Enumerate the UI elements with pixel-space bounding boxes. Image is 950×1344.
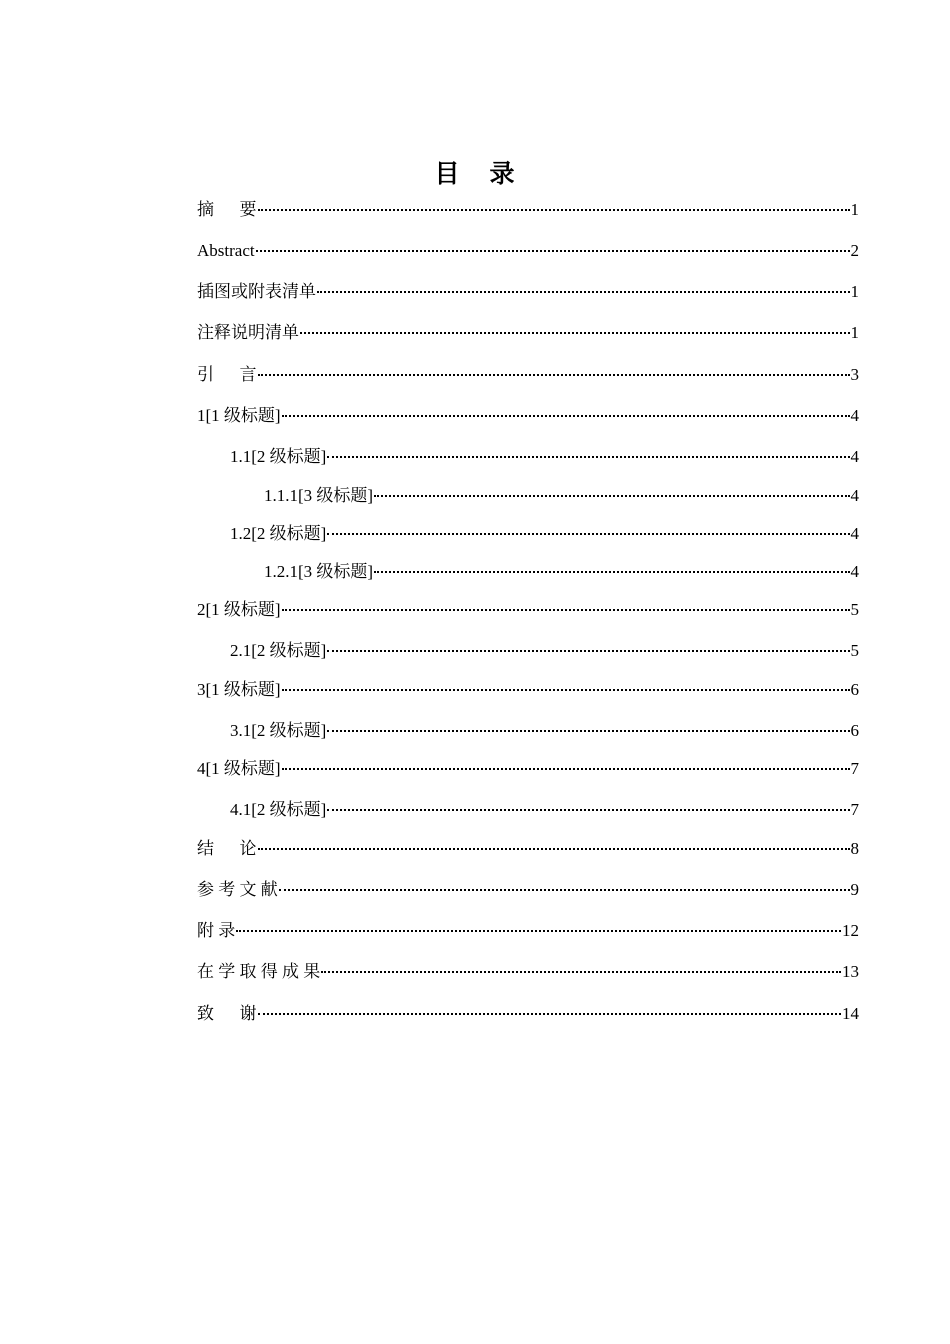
toc-page-number: 1 (850, 323, 859, 342)
toc-page-number: 6 (850, 721, 859, 740)
toc-page-number: 13 (842, 962, 859, 981)
toc-leader-dots (317, 273, 850, 293)
toc-page-number: 1 (850, 200, 859, 219)
toc-page-number: 12 (842, 921, 859, 940)
toc-leader-dots (282, 671, 850, 691)
toc-entry-label: 4.1[2 级标题] (230, 800, 327, 819)
toc-entry-section-1-1[interactable] (230, 442, 859, 469)
toc-leader-dots (258, 995, 842, 1015)
toc-entry-introduction[interactable] (197, 360, 859, 387)
toc-entry-label: Abstract (197, 241, 255, 260)
toc-entry-label: 3[1 级标题] (197, 680, 281, 699)
toc-entry-subsection-1-1-1[interactable] (264, 481, 859, 508)
toc-entry-label: 结 论 (197, 839, 257, 858)
toc-entry-abstract-en[interactable] (197, 236, 859, 263)
toc-entry-figures[interactable] (197, 277, 859, 304)
toc-entry-chapter-4[interactable] (197, 754, 859, 781)
toc-entry-chapter-3[interactable] (197, 675, 859, 702)
toc-entry-chapter-2[interactable] (197, 595, 859, 622)
toc-page-number: 3 (850, 365, 859, 384)
toc-page-number: 2 (850, 241, 859, 260)
toc-entry-achievements[interactable] (197, 957, 859, 984)
toc-entry-label: 在 学 取 得 成 果 (197, 962, 321, 981)
toc-entry-label: 参 考 文 献 (197, 880, 278, 899)
toc-page-number: 9 (850, 880, 859, 899)
toc-page-number: 4 (850, 486, 859, 505)
toc-leader-dots (327, 515, 849, 535)
toc-entry-label: 1.1[2 级标题] (230, 447, 327, 466)
toc-entry-label: 注释说明清单 (197, 323, 299, 342)
toc-entry-chapter-1[interactable] (197, 401, 859, 428)
toc-page-number: 1 (850, 282, 859, 301)
toc-leader-dots (279, 871, 850, 891)
toc-leader-dots (236, 912, 841, 932)
toc-entry-label: 引 言 (197, 365, 257, 384)
toc-entry-label: 2.1[2 级标题] (230, 641, 327, 660)
toc-entry-label: 1.1.1[3 级标题] (264, 486, 374, 505)
toc-leader-dots (282, 591, 850, 611)
toc-entry-label: 附 录 (197, 921, 236, 940)
toc-page-number: 4 (850, 406, 859, 425)
toc-leader-dots (282, 397, 850, 417)
toc-entry-section-2-1[interactable] (230, 636, 859, 663)
toc-entry-label: 摘 要 (197, 200, 257, 219)
toc-leader-dots (327, 712, 849, 732)
toc-entry-label: 1[1 级标题] (197, 406, 281, 425)
toc-leader-dots (258, 191, 850, 211)
toc-entry-acknowledgements[interactable] (197, 999, 859, 1026)
toc-page-number: 4 (850, 447, 859, 466)
toc-entry-label: 1.2[2 级标题] (230, 524, 327, 543)
toc-page-number: 8 (850, 839, 859, 858)
toc-page-number: 14 (842, 1004, 859, 1023)
toc-entry-abstract-cn[interactable] (197, 195, 859, 222)
toc-page-number: 4 (850, 524, 859, 543)
toc-leader-dots (282, 750, 850, 770)
toc-leader-dots (300, 314, 850, 334)
toc-entry-label: 3.1[2 级标题] (230, 721, 327, 740)
toc-entry-references[interactable] (197, 875, 859, 902)
toc-leader-dots (327, 438, 849, 458)
toc-entry-section-1-2[interactable] (230, 519, 859, 546)
toc-leader-dots (258, 830, 850, 850)
toc-entry-notes[interactable] (197, 318, 859, 345)
toc-entry-label: 4[1 级标题] (197, 759, 281, 778)
toc-entry-section-4-1[interactable] (230, 795, 859, 822)
toc-entry-label: 1.2.1[3 级标题] (264, 562, 374, 581)
toc-page-number: 5 (850, 641, 859, 660)
toc-page-number: 6 (850, 680, 859, 699)
toc-leader-dots (327, 791, 849, 811)
toc-entry-label: 2[1 级标题] (197, 600, 281, 619)
toc-page-number: 7 (850, 759, 859, 778)
toc-entry-conclusion[interactable] (197, 834, 859, 861)
page-title: 目 录 (434, 161, 516, 188)
toc-leader-dots (258, 356, 850, 376)
toc-entry-label: 致 谢 (197, 1004, 257, 1023)
toc-entry-section-3-1[interactable] (230, 716, 859, 743)
toc-entry-subsection-1-2-1[interactable] (264, 557, 859, 584)
toc-page-number: 5 (850, 600, 859, 619)
toc-leader-dots (374, 477, 849, 497)
toc-leader-dots (256, 232, 850, 252)
toc-entry-appendix[interactable] (197, 916, 859, 943)
toc-leader-dots (321, 953, 841, 973)
toc-entry-label: 插图或附表清单 (197, 282, 316, 301)
toc-page-number: 4 (850, 562, 859, 581)
toc-leader-dots (327, 632, 849, 652)
toc-leader-dots (374, 553, 849, 573)
toc-page-number: 7 (850, 800, 859, 819)
